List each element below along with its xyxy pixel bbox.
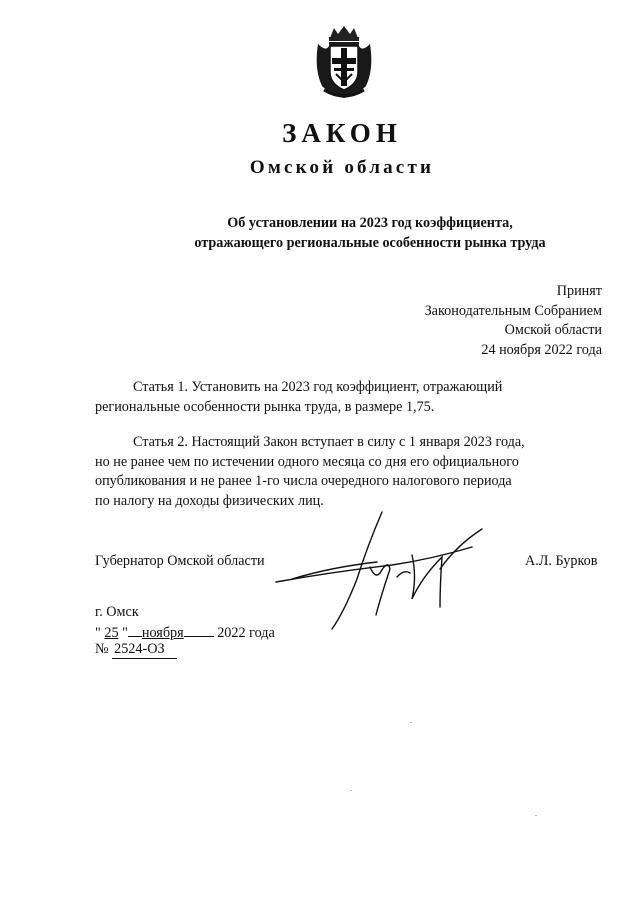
governor-position: Губернатор Омской области (95, 553, 265, 569)
date-underline (128, 622, 142, 637)
handwritten-signature (272, 507, 502, 637)
number-prefix: № (95, 641, 109, 657)
article-2 (95, 433, 602, 511)
quote-open: " (95, 625, 101, 641)
article-1-line: Статья 1. Установить на 2023 год коэффициент, отражающий (133, 379, 503, 395)
region-title: Омской области (249, 157, 435, 178)
governor-name: А.Л. Бурков (525, 553, 598, 569)
date-underline (184, 622, 214, 637)
adoption-line: Принят (556, 283, 602, 299)
law-subject (120, 213, 620, 253)
law-subject-line: Об установлении на 2023 год коэффициента, (227, 215, 513, 231)
article-1-line: региональные особенности рынка труда, в размере 1,75. (95, 398, 435, 415)
law-subject-line: отражающего региональные особенности рынка труда (194, 235, 546, 251)
article-2-line: но не ранее чем по истечении одного месяца со дня его официального (95, 453, 519, 470)
adoption-line: Законодательным Собранием (424, 302, 602, 319)
article-2-line: по налогу на доходы физических лиц. (95, 492, 324, 509)
scan-speck (350, 790, 352, 791)
adoption-date: 24 ноября 2022 года (481, 341, 602, 358)
article-2-line: опубликования и не ранее 1-го числа очередного налогового периода (95, 473, 512, 489)
article-2-line: Статья 2. Настоящий Закон вступает в силу с 1 января 2023 года, (133, 434, 525, 450)
omsk-coat-of-arms-icon (312, 24, 376, 100)
signing-city: г. Омск (95, 604, 139, 620)
law-title: ЗАКОН (282, 118, 402, 148)
date-day: 25 (104, 625, 119, 641)
law-number (95, 641, 177, 659)
adoption-block (425, 282, 602, 360)
adoption-line: Омской области (504, 322, 602, 338)
scan-speck (535, 815, 537, 816)
date-month: ноября (141, 625, 184, 641)
article-1 (95, 378, 602, 417)
scan-speck (410, 722, 412, 723)
signing-date (95, 622, 275, 642)
number-value: 2524-ОЗ (112, 641, 176, 659)
date-year: 2022 года (217, 625, 275, 641)
quote-close: " (122, 625, 128, 641)
